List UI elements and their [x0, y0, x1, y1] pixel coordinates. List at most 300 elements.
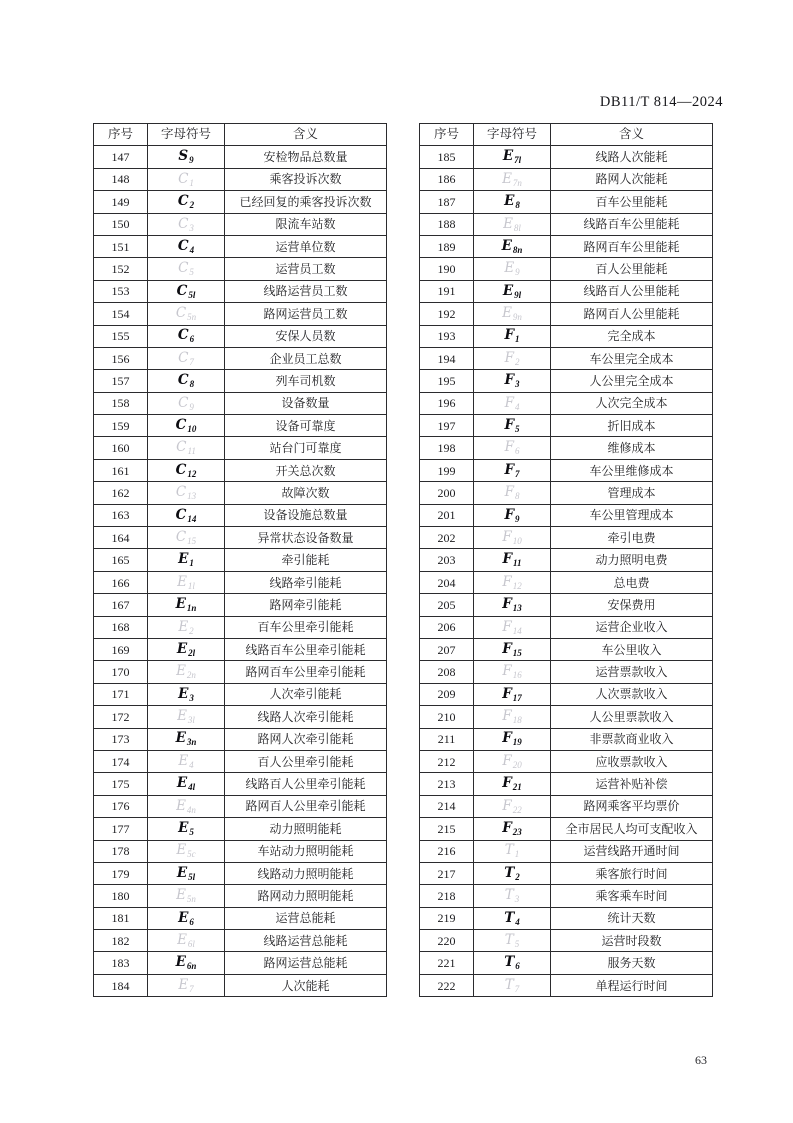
serial-number: 152: [94, 258, 148, 280]
table-row: [420, 661, 713, 683]
table-row: [420, 930, 713, 952]
letter-symbol: [474, 862, 551, 884]
serial-number: 175: [94, 773, 148, 795]
table-row: [94, 459, 387, 481]
serial-number: 195: [420, 370, 474, 392]
column-header: 含义: [225, 124, 387, 146]
symbol-subscript: 7l: [514, 155, 522, 166]
letter-symbol: [148, 974, 225, 996]
letter-symbol: [474, 795, 551, 817]
serial-number: 168: [94, 616, 148, 638]
symbol-letter: T: [504, 864, 515, 881]
symbol-subscript: 5: [189, 267, 194, 278]
symbol-subscript: 3: [189, 692, 194, 703]
symbol-letter: T: [504, 842, 514, 859]
meaning: 乘客乘车时间: [551, 885, 713, 907]
meaning: 路网人次能耗: [551, 168, 713, 190]
symbol-letter: C: [177, 193, 189, 210]
symbol-letter: F: [502, 820, 512, 837]
table-row: [94, 213, 387, 235]
table-row: [94, 773, 387, 795]
table-row: [420, 594, 713, 616]
serial-number: 210: [420, 706, 474, 728]
symbol-letter: S: [178, 148, 189, 165]
symbol-subscript: 6: [189, 916, 194, 927]
serial-number: 192: [420, 303, 474, 325]
symbol-letter: E: [176, 663, 186, 680]
letter-symbol: [148, 146, 225, 168]
letter-symbol: [148, 258, 225, 280]
meaning: 开关总次数: [225, 459, 387, 481]
table-row: [94, 840, 387, 862]
symbol-subscript: 14: [512, 625, 522, 636]
letter-symbol: [148, 347, 225, 369]
serial-number: 185: [420, 146, 474, 168]
letter-symbol: [474, 974, 551, 996]
table-row: [420, 773, 713, 795]
table-row: [94, 549, 387, 571]
table-row: [94, 706, 387, 728]
table-row: [420, 146, 713, 168]
table-row: [94, 885, 387, 907]
serial-number: 178: [94, 840, 148, 862]
table-row: [420, 504, 713, 526]
serial-number: 188: [420, 213, 474, 235]
symbol-subscript: 1n: [186, 603, 197, 614]
symbol-letter: F: [504, 327, 515, 344]
symbol-letter: E: [175, 954, 186, 971]
letter-symbol: [148, 325, 225, 347]
table-row: [94, 303, 387, 325]
symbol-subscript: 6l: [187, 939, 195, 949]
symbol-subscript: 9: [515, 267, 520, 278]
letter-symbol: [474, 459, 551, 481]
serial-number: 159: [94, 415, 148, 437]
meaning: 车站动力照明能耗: [225, 840, 387, 862]
letter-symbol: [474, 347, 551, 369]
symbol-letter: F: [502, 752, 512, 769]
serial-number: 220: [420, 930, 474, 952]
letter-symbol: [148, 235, 225, 257]
meaning: 人公里票款收入: [551, 706, 713, 728]
table-header-row: [94, 124, 387, 146]
symbol-letter: F: [502, 797, 512, 814]
tables-container: [93, 123, 713, 997]
symbol-subscript: 19: [512, 737, 522, 748]
serial-number: 186: [420, 168, 474, 190]
serial-number: 206: [420, 616, 474, 638]
symbol-subscript: 8n: [512, 244, 523, 255]
letter-symbol: [474, 594, 551, 616]
meaning: 应收票款收入: [551, 750, 713, 772]
serial-number: 165: [94, 549, 148, 571]
meaning: 安保人员数: [225, 325, 387, 347]
letter-symbol: [474, 571, 551, 593]
symbol-letter: E: [178, 752, 189, 769]
meaning: 全市居民人均可支配收入: [551, 818, 713, 840]
table-row: [420, 907, 713, 929]
meaning: 动力照明能耗: [225, 818, 387, 840]
serial-number: 218: [420, 885, 474, 907]
symbol-letter: C: [175, 484, 187, 501]
meaning: 设备可靠度: [225, 415, 387, 437]
serial-number: 151: [94, 235, 148, 257]
symbol-subscript: 5: [515, 424, 520, 435]
letter-symbol: [474, 750, 551, 772]
table-row: [94, 638, 387, 660]
meaning: 路网百人公里牵引能耗: [225, 795, 387, 817]
letter-symbol: [148, 728, 225, 750]
symbol-subscript: 11: [187, 446, 196, 457]
serial-number: 203: [420, 549, 474, 571]
meaning: 故障次数: [225, 482, 387, 504]
serial-number: 194: [420, 347, 474, 369]
symbol-subscript: 3: [514, 894, 520, 905]
serial-number: 212: [420, 750, 474, 772]
letter-symbol: [474, 482, 551, 504]
table-row: [420, 258, 713, 280]
symbol-letter: C: [178, 349, 189, 366]
serial-number: 160: [94, 437, 148, 459]
letter-symbol: [474, 683, 551, 705]
symbol-letter: C: [177, 237, 189, 254]
serial-number: 182: [94, 930, 148, 952]
symbol-subscript: 3: [189, 222, 194, 233]
symbol-letter: E: [504, 260, 515, 277]
meaning: 牵引能耗: [225, 549, 387, 571]
symbol-letter: F: [504, 372, 515, 389]
letter-symbol: [148, 571, 225, 593]
meaning: 线路人次牵引能耗: [225, 706, 387, 728]
serial-number: 157: [94, 370, 148, 392]
serial-number: 183: [94, 952, 148, 974]
meaning: 已经回复的乘客投诉次数: [225, 191, 387, 213]
symbol-letter: F: [502, 573, 512, 590]
table-row: [420, 415, 713, 437]
symbol-subscript: 20: [512, 759, 522, 770]
symbol-subscript: 8: [514, 491, 520, 502]
meaning: 总电费: [551, 571, 713, 593]
symbol-table-right: [419, 123, 713, 997]
table-row: [94, 437, 387, 459]
symbol-subscript: 10: [512, 535, 522, 546]
symbol-subscript: 14: [187, 513, 197, 524]
symbol-subscript: 1: [514, 849, 520, 860]
meaning: 线路百人公里能耗: [551, 280, 713, 302]
table-row: [94, 482, 387, 504]
table-row: [420, 482, 713, 504]
column-header: 字母符号: [148, 124, 225, 146]
symbol-letter: E: [502, 170, 512, 187]
meaning: 站台门可靠度: [225, 437, 387, 459]
symbol-letter: C: [175, 528, 187, 545]
symbol-subscript: 15: [512, 647, 522, 658]
letter-symbol: [148, 795, 225, 817]
letter-symbol: [474, 437, 551, 459]
symbol-letter: C: [178, 215, 189, 232]
symbol-subscript: 6: [189, 334, 195, 345]
serial-number: 190: [420, 258, 474, 280]
symbol-letter: E: [502, 305, 512, 322]
meaning: 牵引电费: [551, 527, 713, 549]
letter-symbol: [148, 504, 225, 526]
serial-number: 169: [94, 638, 148, 660]
symbol-letter: F: [502, 730, 512, 747]
serial-number: 199: [420, 459, 474, 481]
meaning: 列车司机数: [225, 370, 387, 392]
table-row: [94, 347, 387, 369]
table-row: [420, 370, 713, 392]
meaning: 运营单位数: [225, 235, 387, 257]
serial-number: 213: [420, 773, 474, 795]
letter-symbol: [148, 437, 225, 459]
symbol-letter: C: [175, 305, 187, 322]
symbol-letter: F: [504, 461, 515, 478]
meaning: 路网人次牵引能耗: [225, 728, 387, 750]
letter-symbol: [474, 392, 551, 414]
symbol-subscript: 12: [187, 468, 197, 479]
serial-number: 187: [420, 191, 474, 213]
meaning: 异常状态设备数量: [225, 527, 387, 549]
table-row: [94, 930, 387, 952]
serial-number: 176: [94, 795, 148, 817]
symbol-letter: E: [503, 215, 513, 232]
symbol-subscript: 12: [512, 580, 522, 591]
table-row: [420, 571, 713, 593]
symbol-subscript: 5c: [187, 849, 196, 860]
symbol-letter: T: [504, 954, 515, 971]
meaning: 运营总能耗: [225, 907, 387, 929]
meaning: 车公里管理成本: [551, 504, 713, 526]
letter-symbol: [474, 415, 551, 437]
table-row: [420, 616, 713, 638]
symbol-subscript: 1: [515, 334, 520, 345]
serial-number: 171: [94, 683, 148, 705]
symbol-letter: E: [176, 775, 188, 792]
meaning: 设备数量: [225, 392, 387, 414]
meaning: 人次完全成本: [551, 392, 713, 414]
symbol-subscript: 6n: [186, 961, 197, 972]
symbol-subscript: 7: [189, 356, 194, 367]
symbol-letter: T: [504, 909, 515, 926]
symbol-subscript: 3n: [186, 737, 197, 748]
table-row: [420, 213, 713, 235]
table-row: [420, 347, 713, 369]
symbol-subscript: 5n: [187, 312, 197, 323]
table-row: [420, 459, 713, 481]
meaning: 折旧成本: [551, 415, 713, 437]
symbol-subscript: 3l: [187, 715, 195, 726]
symbol-letter: E: [501, 237, 512, 254]
symbol-letter: F: [504, 394, 514, 411]
letter-symbol: [148, 594, 225, 616]
serial-number: 215: [420, 818, 474, 840]
letter-symbol: [148, 459, 225, 481]
symbol-letter: F: [502, 551, 513, 568]
serial-number: 155: [94, 325, 148, 347]
symbol-subscript: 22: [512, 804, 522, 815]
meaning: 安保费用: [551, 594, 713, 616]
letter-symbol: [474, 907, 551, 929]
meaning: 路网运营总能耗: [225, 952, 387, 974]
serial-number: 158: [94, 392, 148, 414]
symbol-subscript: 16: [512, 670, 522, 681]
letter-symbol: [148, 527, 225, 549]
letter-symbol: [148, 370, 225, 392]
letter-symbol: [148, 280, 225, 302]
symbol-letter: E: [175, 730, 186, 747]
meaning: 服务天数: [551, 952, 713, 974]
symbol-subscript: 9: [515, 513, 520, 524]
symbol-subscript: 4: [189, 244, 195, 255]
meaning: 运营补贴补偿: [551, 773, 713, 795]
letter-symbol: [148, 750, 225, 772]
letter-symbol: [474, 638, 551, 660]
symbol-subscript: 11: [513, 558, 522, 569]
serial-number: 201: [420, 504, 474, 526]
meaning: 路网动力照明能耗: [225, 885, 387, 907]
symbol-letter: E: [178, 820, 189, 837]
serial-number: 221: [420, 952, 474, 974]
letter-symbol: [474, 840, 551, 862]
serial-number: 197: [420, 415, 474, 437]
serial-number: 196: [420, 392, 474, 414]
symbol-letter: F: [502, 596, 512, 613]
symbol-letter: T: [504, 887, 514, 904]
meaning: 路网运营员工数: [225, 303, 387, 325]
symbol-letter: C: [176, 282, 188, 299]
table-row: [94, 750, 387, 772]
symbol-letter: F: [502, 775, 512, 792]
table-row: [420, 885, 713, 907]
serial-number: 208: [420, 661, 474, 683]
symbol-subscript: 5: [189, 827, 194, 838]
meaning: 乘客投诉次数: [225, 168, 387, 190]
symbol-subscript: 2: [189, 625, 194, 636]
symbol-letter: E: [176, 887, 186, 904]
symbol-letter: C: [177, 372, 189, 389]
serial-number: 153: [94, 280, 148, 302]
symbol-letter: F: [504, 349, 514, 366]
meaning: 设备设施总数量: [225, 504, 387, 526]
table-row: [94, 258, 387, 280]
meaning: 线路百人公里牵引能耗: [225, 773, 387, 795]
symbol-subscript: 4: [515, 916, 520, 927]
meaning: 百人公里牵引能耗: [225, 750, 387, 772]
symbol-letter: E: [177, 932, 187, 948]
symbol-letter: C: [178, 394, 189, 411]
symbol-letter: E: [177, 708, 187, 725]
symbol-letter: F: [504, 484, 514, 501]
meaning: 运营线路开通时间: [551, 840, 713, 862]
letter-symbol: [474, 168, 551, 190]
symbol-subscript: 9l: [514, 289, 522, 300]
table-row: [94, 795, 387, 817]
serial-number: 180: [94, 885, 148, 907]
table-header-row: [420, 124, 713, 146]
serial-number: 147: [94, 146, 148, 168]
table-row: [420, 527, 713, 549]
serial-number: 200: [420, 482, 474, 504]
serial-number: 184: [94, 974, 148, 996]
symbol-subscript: 2: [189, 200, 195, 211]
serial-number: 198: [420, 437, 474, 459]
table-row: [420, 862, 713, 884]
table-row: [420, 303, 713, 325]
table-row: [94, 235, 387, 257]
serial-number: 181: [94, 907, 148, 929]
symbol-letter: E: [178, 551, 189, 568]
meaning: 人次票款收入: [551, 683, 713, 705]
letter-symbol: [148, 907, 225, 929]
letter-symbol: [148, 683, 225, 705]
symbol-subscript: 3: [515, 379, 520, 390]
table-row: [420, 280, 713, 302]
meaning: 运营企业收入: [551, 616, 713, 638]
serial-number: 219: [420, 907, 474, 929]
letter-symbol: [474, 773, 551, 795]
letter-symbol: [148, 638, 225, 660]
table-row: [420, 706, 713, 728]
letter-symbol: [148, 862, 225, 884]
serial-number: 164: [94, 527, 148, 549]
symbol-subscript: 15: [187, 535, 197, 546]
symbol-subscript: 9: [189, 155, 194, 166]
symbol-letter: E: [178, 909, 189, 926]
symbol-letter: E: [502, 148, 514, 165]
letter-symbol: [148, 191, 225, 213]
table-row: [94, 191, 387, 213]
table-row: [94, 616, 387, 638]
meaning: 路网百人公里能耗: [551, 303, 713, 325]
table-row: [94, 280, 387, 302]
letter-symbol: [148, 482, 225, 504]
letter-symbol: [148, 303, 225, 325]
symbol-subscript: 5l: [188, 289, 196, 300]
letter-symbol: [474, 280, 551, 302]
serial-number: 162: [94, 482, 148, 504]
table-row: [420, 168, 713, 190]
letter-symbol: [148, 885, 225, 907]
meaning: 完全成本: [551, 325, 713, 347]
serial-number: 191: [420, 280, 474, 302]
meaning: 车公里完全成本: [551, 347, 713, 369]
table-row: [420, 325, 713, 347]
symbol-letter: F: [502, 685, 512, 702]
table-row: [420, 750, 713, 772]
symbol-letter: F: [504, 506, 515, 523]
table-row: [94, 952, 387, 974]
letter-symbol: [474, 370, 551, 392]
letter-symbol: [474, 706, 551, 728]
serial-number: 179: [94, 862, 148, 884]
symbol-subscript: 23: [512, 827, 522, 838]
table-row: [420, 235, 713, 257]
meaning: 百车公里能耗: [551, 191, 713, 213]
serial-number: 217: [420, 862, 474, 884]
meaning: 单程运行时间: [551, 974, 713, 996]
symbol-letter: E: [178, 618, 189, 635]
symbol-subscript: 4: [514, 401, 520, 412]
symbol-subscript: 2l: [188, 647, 196, 658]
letter-symbol: [148, 818, 225, 840]
symbol-letter: F: [504, 439, 514, 456]
serial-number: 170: [94, 661, 148, 683]
symbol-subscript: 1: [189, 558, 194, 569]
symbol-letter: E: [176, 640, 188, 657]
symbol-subscript: 13: [187, 491, 197, 502]
table-row: [94, 594, 387, 616]
